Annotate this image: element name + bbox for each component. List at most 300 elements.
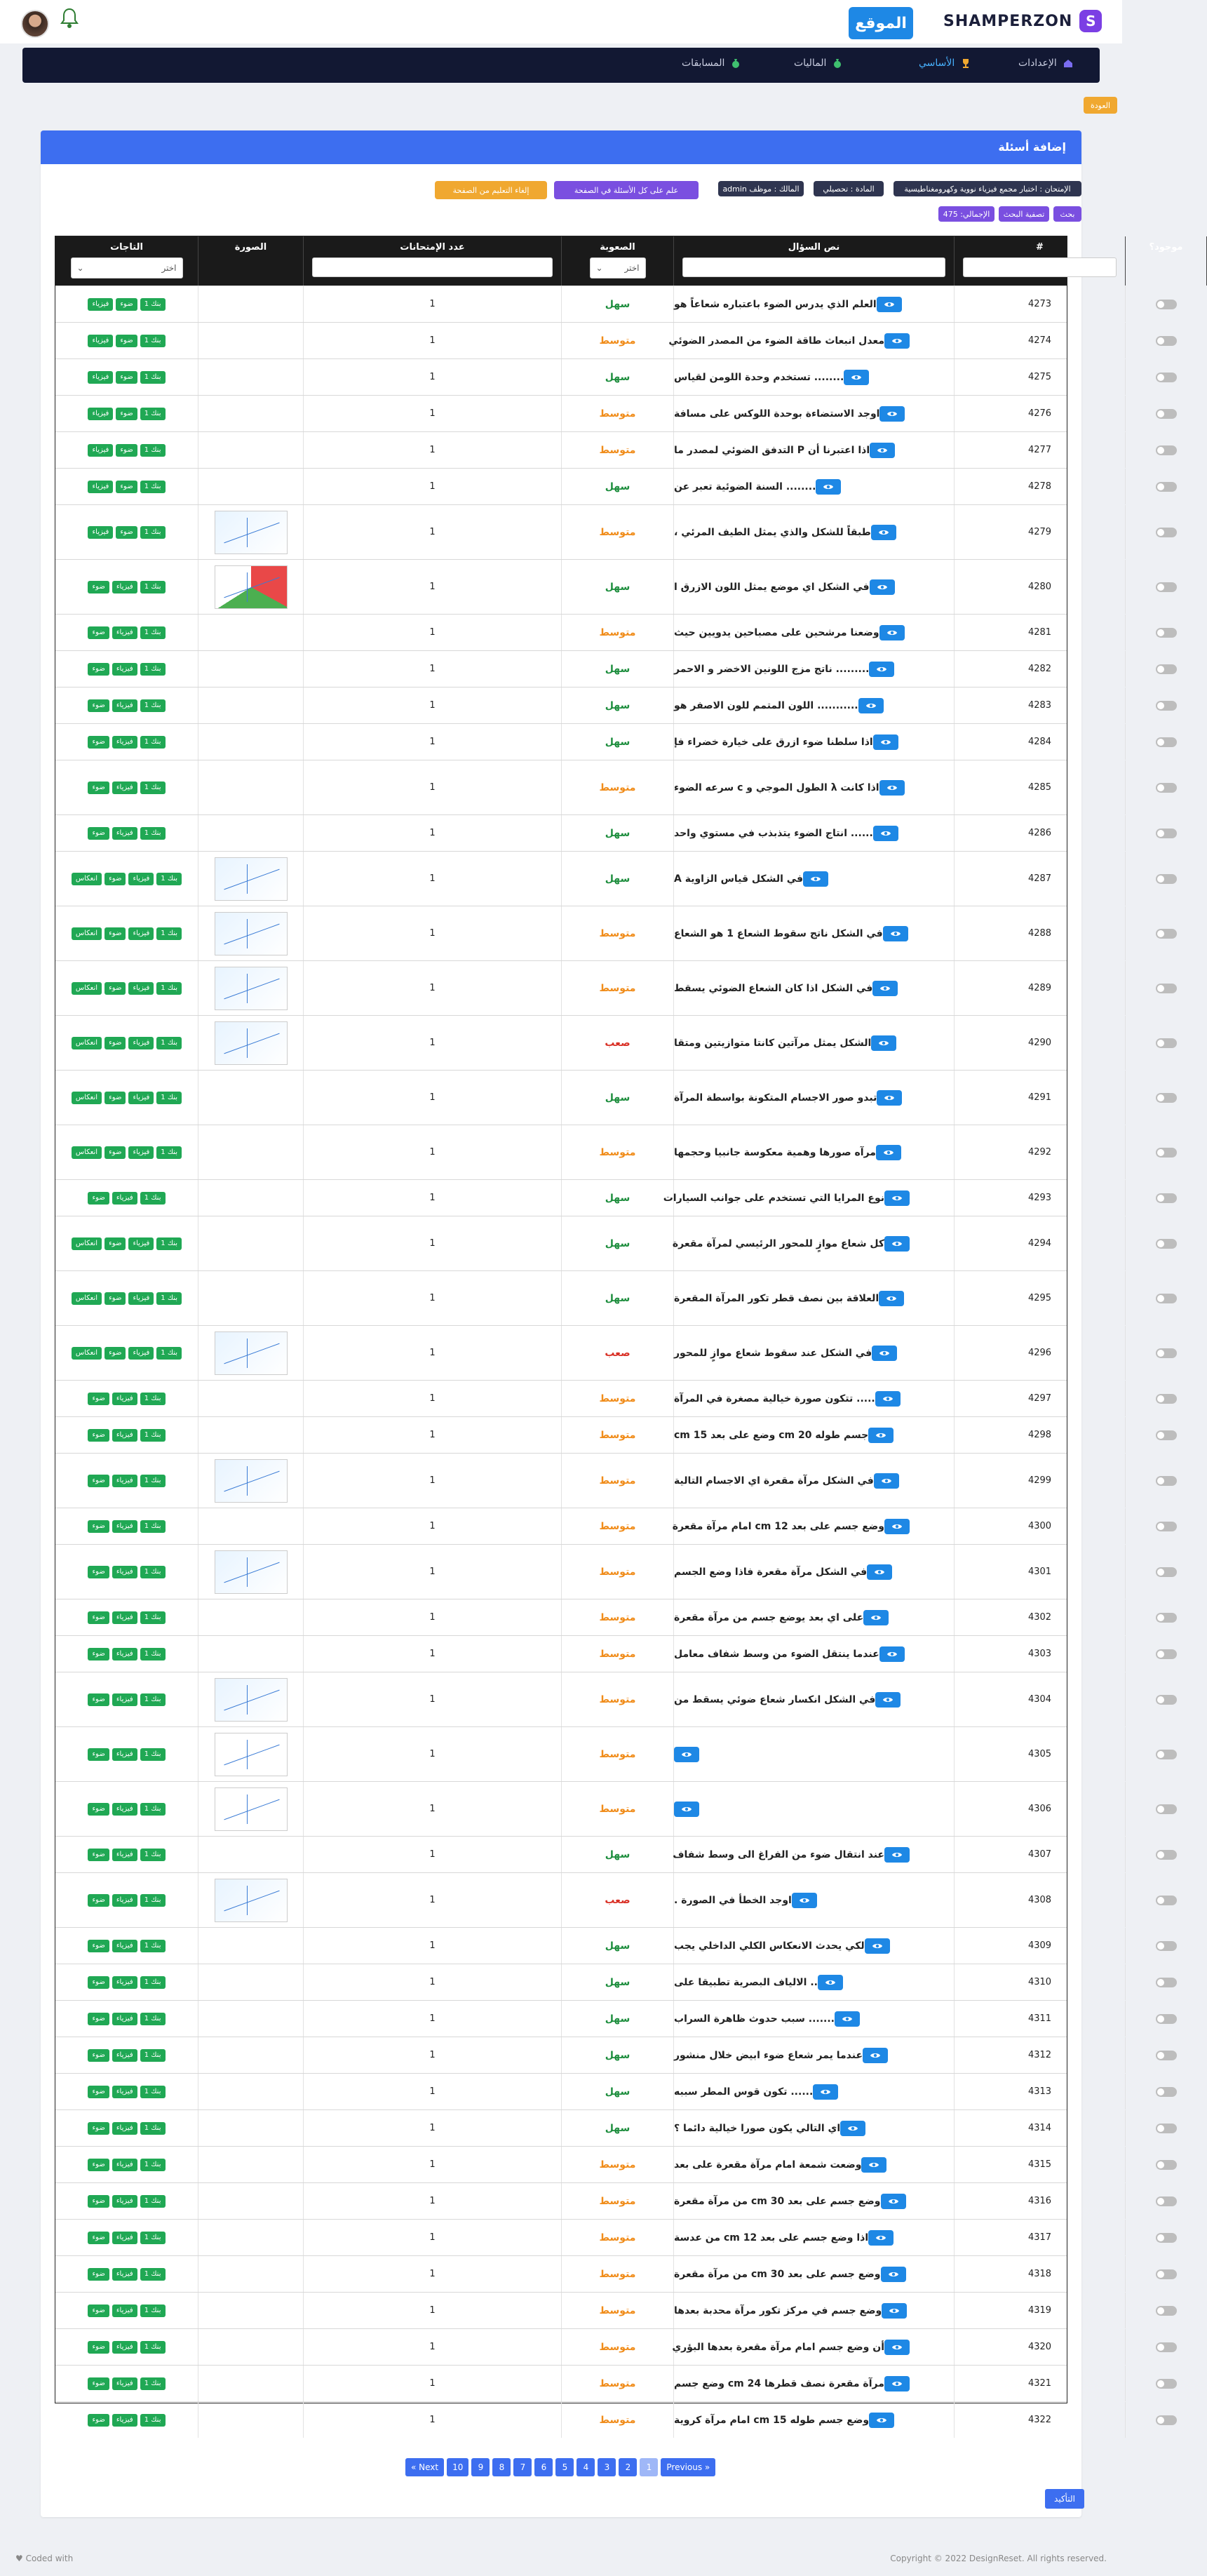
back-tag[interactable]: العودة bbox=[1084, 97, 1117, 114]
exists-toggle[interactable] bbox=[1156, 2415, 1177, 2425]
question-image[interactable] bbox=[215, 1021, 288, 1065]
question-image[interactable] bbox=[215, 857, 288, 901]
tag-physics[interactable]: فيزياء bbox=[112, 1475, 137, 1487]
unmark-all-button[interactable]: إلغاء التعليم من الصفحة bbox=[435, 181, 547, 199]
view-button[interactable] bbox=[884, 1519, 910, 1534]
tag-bank[interactable]: بنك 1 bbox=[140, 2049, 166, 2062]
text-filter-input[interactable] bbox=[682, 257, 945, 277]
tag-bank[interactable]: بنك 1 bbox=[140, 1693, 166, 1706]
tag-physics[interactable]: فيزياء bbox=[128, 1146, 154, 1159]
pagination-page[interactable]: 3 bbox=[598, 2458, 616, 2476]
view-button[interactable] bbox=[872, 1346, 897, 1361]
tag-physics[interactable]: فيزياء bbox=[112, 2305, 137, 2317]
exists-toggle[interactable] bbox=[1156, 1430, 1177, 1440]
tag-light[interactable]: ضوء bbox=[104, 1037, 126, 1049]
tag-light[interactable]: ضوء bbox=[104, 1092, 126, 1104]
tag-physics[interactable]: فيزياء bbox=[112, 2414, 137, 2427]
exists-toggle[interactable] bbox=[1156, 2051, 1177, 2060]
exists-toggle[interactable] bbox=[1156, 336, 1177, 346]
confirm-button[interactable]: التأكيد bbox=[1045, 2489, 1084, 2509]
tag-physics[interactable]: فيزياء bbox=[88, 526, 113, 539]
tag-physics[interactable]: فيزياء bbox=[88, 408, 113, 420]
tag-light[interactable]: ضوء bbox=[88, 1566, 109, 1578]
exists-toggle[interactable] bbox=[1156, 701, 1177, 711]
view-button[interactable] bbox=[884, 333, 910, 349]
question-image[interactable] bbox=[215, 1331, 288, 1375]
tag-bank[interactable]: بنك 1 bbox=[140, 2122, 166, 2135]
tag-light[interactable]: ضوء bbox=[104, 1347, 126, 1360]
tag-bank[interactable]: بنك 1 bbox=[140, 2159, 166, 2171]
tag-light[interactable]: ضوء bbox=[88, 2341, 109, 2354]
exists-toggle[interactable] bbox=[1156, 874, 1177, 884]
exists-toggle[interactable] bbox=[1156, 1522, 1177, 1531]
view-button[interactable] bbox=[874, 1473, 899, 1489]
question-image[interactable] bbox=[215, 1550, 288, 1594]
tag-light[interactable]: ضوء bbox=[88, 1940, 109, 1952]
view-button[interactable] bbox=[674, 1747, 699, 1762]
tag-light[interactable]: ضوء bbox=[104, 1146, 126, 1159]
tag-reflection[interactable]: انعكاس bbox=[72, 873, 102, 885]
pagination-page[interactable]: 5 bbox=[555, 2458, 574, 2476]
exists-toggle[interactable] bbox=[1156, 2087, 1177, 2097]
exists-toggle[interactable] bbox=[1156, 1695, 1177, 1705]
tag-physics[interactable]: فيزياء bbox=[112, 1611, 137, 1624]
view-button[interactable] bbox=[674, 1802, 699, 1817]
tag-light[interactable]: ضوء bbox=[88, 2268, 109, 2281]
tag-light[interactable]: ضوء bbox=[116, 526, 137, 539]
tag-physics[interactable]: فيزياء bbox=[112, 626, 137, 639]
question-image[interactable] bbox=[215, 1787, 288, 1831]
tag-physics[interactable]: فيزياء bbox=[128, 1037, 154, 1049]
tag-reflection[interactable]: انعكاس bbox=[72, 1037, 102, 1049]
tag-physics[interactable]: فيزياء bbox=[112, 699, 137, 712]
tag-light[interactable]: ضوء bbox=[88, 1429, 109, 1442]
view-button[interactable] bbox=[840, 2121, 865, 2136]
tag-bank[interactable]: بنك 1 bbox=[140, 1611, 166, 1624]
exists-toggle[interactable] bbox=[1156, 2306, 1177, 2316]
view-button[interactable] bbox=[813, 2084, 838, 2100]
pagination-page[interactable]: 8 bbox=[492, 2458, 511, 2476]
view-button[interactable] bbox=[879, 1646, 905, 1662]
exists-toggle[interactable] bbox=[1156, 300, 1177, 309]
tag-physics[interactable]: فيزياء bbox=[128, 1237, 154, 1250]
tag-bank[interactable]: بنك 1 bbox=[140, 2414, 166, 2427]
tag-light[interactable]: ضوء bbox=[116, 481, 137, 493]
exists-toggle[interactable] bbox=[1156, 2014, 1177, 2024]
tag-light[interactable]: ضوء bbox=[88, 1393, 109, 1405]
tag-reflection[interactable]: انعكاس bbox=[72, 1292, 102, 1305]
view-button[interactable] bbox=[877, 1090, 902, 1106]
tag-reflection[interactable]: انعكاس bbox=[72, 1347, 102, 1360]
exists-toggle[interactable] bbox=[1156, 482, 1177, 492]
tag-bank[interactable]: بنك 1 bbox=[140, 1429, 166, 1442]
view-button[interactable] bbox=[879, 625, 905, 640]
nav-competitions[interactable] bbox=[682, 58, 741, 69]
tag-light[interactable]: ضوء bbox=[88, 1192, 109, 1205]
tag-light[interactable]: ضوء bbox=[88, 2086, 109, 2098]
view-button[interactable] bbox=[882, 2303, 907, 2319]
tag-light[interactable]: ضوء bbox=[88, 2414, 109, 2427]
tag-bank[interactable]: بنك 1 bbox=[140, 371, 166, 384]
site-button[interactable]: الموقع bbox=[849, 7, 913, 39]
user-avatar[interactable] bbox=[21, 10, 49, 38]
view-button[interactable] bbox=[876, 1145, 901, 1160]
view-button[interactable] bbox=[870, 579, 895, 595]
tag-bank[interactable]: بنك 1 bbox=[140, 1566, 166, 1578]
tag-bank[interactable]: بنك 1 bbox=[140, 827, 166, 840]
tag-bank[interactable]: بنك 1 bbox=[140, 335, 166, 347]
view-button[interactable] bbox=[868, 1428, 894, 1443]
tag-bank[interactable]: بنك 1 bbox=[156, 1292, 182, 1305]
tag-bank[interactable]: بنك 1 bbox=[140, 1192, 166, 1205]
tag-physics[interactable]: فيزياء bbox=[112, 2232, 137, 2244]
tag-light[interactable]: ضوء bbox=[88, 2122, 109, 2135]
exists-toggle[interactable] bbox=[1156, 1394, 1177, 1404]
view-button[interactable] bbox=[871, 1035, 896, 1051]
tag-bank[interactable]: بنك 1 bbox=[140, 298, 166, 311]
view-button[interactable] bbox=[869, 2413, 894, 2428]
question-image[interactable] bbox=[215, 511, 288, 554]
tag-reflection[interactable]: انعكاس bbox=[72, 927, 102, 940]
exists-toggle[interactable] bbox=[1156, 373, 1177, 382]
exists-toggle[interactable] bbox=[1156, 984, 1177, 993]
tag-physics[interactable]: فيزياء bbox=[112, 736, 137, 749]
tag-bank[interactable]: بنك 1 bbox=[140, 1849, 166, 1861]
exists-toggle[interactable] bbox=[1156, 1978, 1177, 1987]
tag-bank[interactable]: بنك 1 bbox=[140, 2305, 166, 2317]
view-button[interactable] bbox=[884, 1236, 910, 1252]
exists-toggle[interactable] bbox=[1156, 2124, 1177, 2133]
tag-bank[interactable]: بنك 1 bbox=[140, 2195, 166, 2208]
tag-light[interactable]: ضوء bbox=[88, 1693, 109, 1706]
tag-physics[interactable]: فيزياء bbox=[112, 1940, 137, 1952]
pagination-page[interactable]: 6 bbox=[534, 2458, 553, 2476]
tag-bank[interactable]: بنك 1 bbox=[140, 2341, 166, 2354]
exams-filter-input[interactable] bbox=[312, 257, 553, 277]
exists-toggle[interactable] bbox=[1156, 1750, 1177, 1759]
tag-light[interactable]: ضوء bbox=[88, 1976, 109, 1989]
pagination-page[interactable]: 7 bbox=[513, 2458, 532, 2476]
tag-bank[interactable]: بنك 1 bbox=[140, 736, 166, 749]
tag-bank[interactable]: بنك 1 bbox=[140, 626, 166, 639]
tag-physics[interactable]: فيزياء bbox=[112, 1393, 137, 1405]
tag-light[interactable]: ضوء bbox=[88, 781, 109, 794]
pagination-page[interactable]: 4 bbox=[576, 2458, 595, 2476]
tag-physics[interactable]: فيزياء bbox=[112, 1803, 137, 1816]
exists-toggle[interactable] bbox=[1156, 528, 1177, 537]
tag-light[interactable]: ضوء bbox=[88, 1803, 109, 1816]
question-image[interactable] bbox=[215, 1879, 288, 1922]
tag-reflection[interactable]: انعكاس bbox=[72, 1237, 102, 1250]
question-image[interactable] bbox=[215, 1678, 288, 1722]
nav-settings[interactable] bbox=[1018, 58, 1074, 69]
view-button[interactable] bbox=[884, 1190, 910, 1206]
view-button[interactable] bbox=[873, 734, 898, 750]
tag-reflection[interactable]: انعكاس bbox=[72, 1092, 102, 1104]
view-button[interactable] bbox=[844, 370, 869, 385]
exists-toggle[interactable] bbox=[1156, 1567, 1177, 1577]
mark-all-button[interactable]: علم على كل الأسئلة في الصفحة bbox=[554, 181, 699, 199]
exists-toggle[interactable] bbox=[1156, 2269, 1177, 2279]
tag-physics[interactable]: فيزياء bbox=[112, 2013, 137, 2025]
exists-toggle[interactable] bbox=[1156, 829, 1177, 838]
tag-light[interactable]: ضوء bbox=[88, 2232, 109, 2244]
pagination-prev[interactable]: « Next bbox=[405, 2458, 444, 2476]
tag-physics[interactable]: فيزياء bbox=[112, 2377, 137, 2390]
question-image[interactable] bbox=[215, 565, 288, 609]
tag-physics[interactable]: فيزياء bbox=[112, 1192, 137, 1205]
tag-physics[interactable]: فيزياء bbox=[128, 1347, 154, 1360]
tag-light[interactable]: ضوء bbox=[88, 626, 109, 639]
view-button[interactable] bbox=[871, 525, 896, 540]
tag-physics[interactable]: فيزياء bbox=[112, 663, 137, 676]
tag-light[interactable]: ضوء bbox=[88, 1475, 109, 1487]
exists-toggle[interactable] bbox=[1156, 737, 1177, 747]
tag-bank[interactable]: بنك 1 bbox=[140, 1475, 166, 1487]
view-button[interactable] bbox=[884, 2376, 910, 2391]
exists-toggle[interactable] bbox=[1156, 1093, 1177, 1103]
nav-finance[interactable] bbox=[794, 58, 843, 69]
view-button[interactable] bbox=[884, 2340, 910, 2355]
exists-toggle[interactable] bbox=[1156, 1476, 1177, 1486]
tag-physics[interactable]: فيزياء bbox=[112, 1748, 137, 1761]
id-filter-input[interactable] bbox=[963, 257, 1117, 277]
difficulty-select[interactable] bbox=[590, 257, 646, 279]
question-image[interactable] bbox=[215, 1733, 288, 1776]
tag-physics[interactable]: فيزياء bbox=[112, 2195, 137, 2208]
tag-bank[interactable]: بنك 1 bbox=[156, 927, 182, 940]
tag-light[interactable]: ضوء bbox=[88, 827, 109, 840]
tag-bank[interactable]: بنك 1 bbox=[140, 481, 166, 493]
tag-light[interactable]: ضوء bbox=[104, 1292, 126, 1305]
view-button[interactable] bbox=[875, 1391, 901, 1407]
exists-toggle[interactable] bbox=[1156, 1613, 1177, 1623]
exists-toggle[interactable] bbox=[1156, 2379, 1177, 2389]
view-button[interactable] bbox=[877, 297, 902, 312]
exists-toggle[interactable] bbox=[1156, 445, 1177, 455]
tag-physics[interactable]: فيزياء bbox=[88, 371, 113, 384]
view-button[interactable] bbox=[858, 698, 884, 713]
bell-icon[interactable] bbox=[60, 7, 79, 31]
tag-bank[interactable]: بنك 1 bbox=[156, 1237, 182, 1250]
tag-physics[interactable]: فيزياء bbox=[112, 2122, 137, 2135]
tag-light[interactable]: ضوء bbox=[116, 335, 137, 347]
tag-bank[interactable]: بنك 1 bbox=[140, 1894, 166, 1907]
tags-select[interactable] bbox=[71, 257, 183, 279]
question-image[interactable] bbox=[215, 1459, 288, 1503]
view-button[interactable] bbox=[863, 2048, 888, 2063]
tag-light[interactable]: ضوء bbox=[88, 1520, 109, 1533]
tag-physics[interactable]: فيزياء bbox=[88, 298, 113, 311]
view-button[interactable] bbox=[869, 662, 894, 677]
exists-toggle[interactable] bbox=[1156, 409, 1177, 419]
tag-light[interactable]: ضوء bbox=[88, 1648, 109, 1661]
view-button[interactable] bbox=[818, 1975, 843, 1990]
view-button[interactable] bbox=[835, 2011, 860, 2027]
tag-bank[interactable]: بنك 1 bbox=[140, 781, 166, 794]
tag-light[interactable]: ضوء bbox=[88, 736, 109, 749]
tag-light[interactable]: ضوء bbox=[88, 581, 109, 593]
tag-physics[interactable]: فيزياء bbox=[88, 335, 113, 347]
tag-light[interactable]: ضوء bbox=[88, 1748, 109, 1761]
tag-reflection[interactable]: انعكاس bbox=[72, 1146, 102, 1159]
exists-toggle[interactable] bbox=[1156, 1294, 1177, 1303]
pagination-page[interactable]: 2 bbox=[619, 2458, 637, 2476]
exists-toggle[interactable] bbox=[1156, 1850, 1177, 1860]
exists-toggle[interactable] bbox=[1156, 582, 1177, 592]
exists-toggle[interactable] bbox=[1156, 783, 1177, 793]
exists-toggle[interactable] bbox=[1156, 929, 1177, 939]
tag-bank[interactable]: بنك 1 bbox=[140, 1803, 166, 1816]
tag-physics[interactable]: فيزياء bbox=[112, 1693, 137, 1706]
view-button[interactable] bbox=[881, 2194, 906, 2209]
view-button[interactable] bbox=[792, 1893, 817, 1908]
tag-physics[interactable]: فيزياء bbox=[88, 444, 113, 457]
tag-light[interactable]: ضوء bbox=[88, 2013, 109, 2025]
tag-physics[interactable]: فيزياء bbox=[112, 581, 137, 593]
view-button[interactable] bbox=[873, 826, 898, 841]
tag-physics[interactable]: فيزياء bbox=[112, 2268, 137, 2281]
tag-bank[interactable]: بنك 1 bbox=[140, 2013, 166, 2025]
pagination-page[interactable]: 9 bbox=[471, 2458, 490, 2476]
tag-light[interactable]: ضوء bbox=[88, 2195, 109, 2208]
tag-light[interactable]: ضوء bbox=[88, 2049, 109, 2062]
exists-toggle[interactable] bbox=[1156, 1649, 1177, 1659]
tag-physics[interactable]: فيزياء bbox=[112, 1849, 137, 1861]
view-button[interactable] bbox=[881, 2267, 906, 2282]
pagination-page[interactable]: 10 bbox=[447, 2458, 468, 2476]
view-button[interactable] bbox=[884, 1847, 910, 1863]
view-button[interactable] bbox=[867, 1564, 892, 1580]
exists-toggle[interactable] bbox=[1156, 1896, 1177, 1905]
exists-toggle[interactable] bbox=[1156, 2342, 1177, 2352]
tag-bank[interactable]: بنك 1 bbox=[140, 2268, 166, 2281]
tag-light[interactable]: ضوء bbox=[88, 663, 109, 676]
view-button[interactable] bbox=[861, 2157, 886, 2173]
tag-physics[interactable]: فيزياء bbox=[112, 1976, 137, 1989]
tag-bank[interactable]: بنك 1 bbox=[140, 1940, 166, 1952]
tag-bank[interactable]: بنك 1 bbox=[140, 526, 166, 539]
view-button[interactable] bbox=[863, 1610, 889, 1625]
view-button[interactable] bbox=[879, 406, 905, 422]
exists-toggle[interactable] bbox=[1156, 2233, 1177, 2243]
tag-light[interactable]: ضوء bbox=[116, 371, 137, 384]
tag-light[interactable]: ضوء bbox=[104, 927, 126, 940]
pagination-next[interactable]: Previous » bbox=[661, 2458, 715, 2476]
view-button[interactable] bbox=[879, 1291, 904, 1306]
exists-toggle[interactable] bbox=[1156, 1348, 1177, 1358]
tag-bank[interactable]: بنك 1 bbox=[156, 1146, 182, 1159]
question-image[interactable] bbox=[215, 967, 288, 1010]
tag-reflection[interactable]: انعكاس bbox=[72, 982, 102, 995]
tag-physics[interactable]: فيزياء bbox=[128, 873, 154, 885]
tag-physics[interactable]: فيزياء bbox=[112, 1429, 137, 1442]
tag-physics[interactable]: فيزياء bbox=[112, 2049, 137, 2062]
search-button[interactable]: بحث bbox=[1053, 206, 1081, 222]
tag-physics[interactable]: فيزياء bbox=[112, 2086, 137, 2098]
nav-basic[interactable] bbox=[919, 58, 971, 69]
tag-physics[interactable]: فيزياء bbox=[112, 1520, 137, 1533]
exists-toggle[interactable] bbox=[1156, 2196, 1177, 2206]
tag-light[interactable]: ضوء bbox=[104, 873, 126, 885]
tag-bank[interactable]: بنك 1 bbox=[140, 444, 166, 457]
view-button[interactable] bbox=[868, 2230, 894, 2246]
tag-bank[interactable]: بنك 1 bbox=[156, 1037, 182, 1049]
tag-bank[interactable]: بنك 1 bbox=[156, 873, 182, 885]
exists-toggle[interactable] bbox=[1156, 1239, 1177, 1249]
tag-physics[interactable]: فيزياء bbox=[128, 1092, 154, 1104]
tag-light[interactable]: ضوء bbox=[116, 298, 137, 311]
tag-physics[interactable]: فيزياء bbox=[112, 1894, 137, 1907]
tag-bank[interactable]: بنك 1 bbox=[140, 1393, 166, 1405]
brand[interactable] bbox=[943, 10, 1102, 32]
view-button[interactable] bbox=[870, 443, 895, 458]
tag-light[interactable]: ضوء bbox=[116, 408, 137, 420]
tag-bank[interactable]: بنك 1 bbox=[156, 982, 182, 995]
tag-light[interactable]: ضوء bbox=[88, 699, 109, 712]
tag-light[interactable]: ضوء bbox=[88, 1849, 109, 1861]
tag-light[interactable]: ضوء bbox=[116, 444, 137, 457]
tag-physics[interactable]: فيزياء bbox=[112, 827, 137, 840]
exists-toggle[interactable] bbox=[1156, 2160, 1177, 2170]
tag-bank[interactable]: بنك 1 bbox=[140, 1520, 166, 1533]
view-button[interactable] bbox=[883, 926, 908, 941]
tag-physics[interactable]: فيزياء bbox=[112, 1566, 137, 1578]
tag-bank[interactable]: بنك 1 bbox=[140, 699, 166, 712]
tag-physics[interactable]: فيزياء bbox=[128, 927, 154, 940]
tag-light[interactable]: ضوء bbox=[88, 2159, 109, 2171]
tag-bank[interactable]: بنك 1 bbox=[140, 663, 166, 676]
tag-bank[interactable]: بنك 1 bbox=[140, 1648, 166, 1661]
tag-physics[interactable]: فيزياء bbox=[128, 982, 154, 995]
clear-search-button[interactable]: تصفية البحث bbox=[999, 206, 1049, 222]
tag-light[interactable]: ضوء bbox=[104, 1237, 126, 1250]
exists-toggle[interactable] bbox=[1156, 628, 1177, 638]
exists-toggle[interactable] bbox=[1156, 1804, 1177, 1814]
tag-light[interactable]: ضوء bbox=[88, 1611, 109, 1624]
tag-bank[interactable]: بنك 1 bbox=[140, 2377, 166, 2390]
tag-bank[interactable]: بنك 1 bbox=[140, 2232, 166, 2244]
exists-toggle[interactable] bbox=[1156, 1941, 1177, 1951]
view-button[interactable] bbox=[879, 780, 905, 796]
tag-light[interactable]: ضوء bbox=[88, 2305, 109, 2317]
tag-physics[interactable]: فيزياء bbox=[88, 481, 113, 493]
pagination-page[interactable]: 1 bbox=[640, 2458, 658, 2476]
tag-light[interactable]: ضوء bbox=[104, 982, 126, 995]
tag-physics[interactable]: فيزياء bbox=[112, 2341, 137, 2354]
tag-bank[interactable]: بنك 1 bbox=[156, 1347, 182, 1360]
exists-toggle[interactable] bbox=[1156, 1148, 1177, 1158]
tag-bank[interactable]: بنك 1 bbox=[140, 2086, 166, 2098]
tag-physics[interactable]: فيزياء bbox=[112, 781, 137, 794]
exists-toggle[interactable] bbox=[1156, 1038, 1177, 1048]
tag-bank[interactable]: بنك 1 bbox=[140, 1748, 166, 1761]
view-button[interactable] bbox=[816, 479, 841, 495]
view-button[interactable] bbox=[872, 981, 898, 996]
tag-bank[interactable]: بنك 1 bbox=[140, 1976, 166, 1989]
exists-toggle[interactable] bbox=[1156, 664, 1177, 674]
tag-light[interactable]: ضوء bbox=[88, 2377, 109, 2390]
tag-bank[interactable]: بنك 1 bbox=[140, 408, 166, 420]
exists-toggle[interactable] bbox=[1156, 1193, 1177, 1203]
tag-bank[interactable]: بنك 1 bbox=[140, 581, 166, 593]
tag-light[interactable]: ضوء bbox=[88, 1894, 109, 1907]
view-button[interactable] bbox=[865, 1938, 890, 1954]
view-button[interactable] bbox=[803, 871, 828, 887]
tag-bank[interactable]: بنك 1 bbox=[156, 1092, 182, 1104]
tag-physics[interactable]: فيزياء bbox=[128, 1292, 154, 1305]
view-button[interactable] bbox=[875, 1692, 901, 1708]
